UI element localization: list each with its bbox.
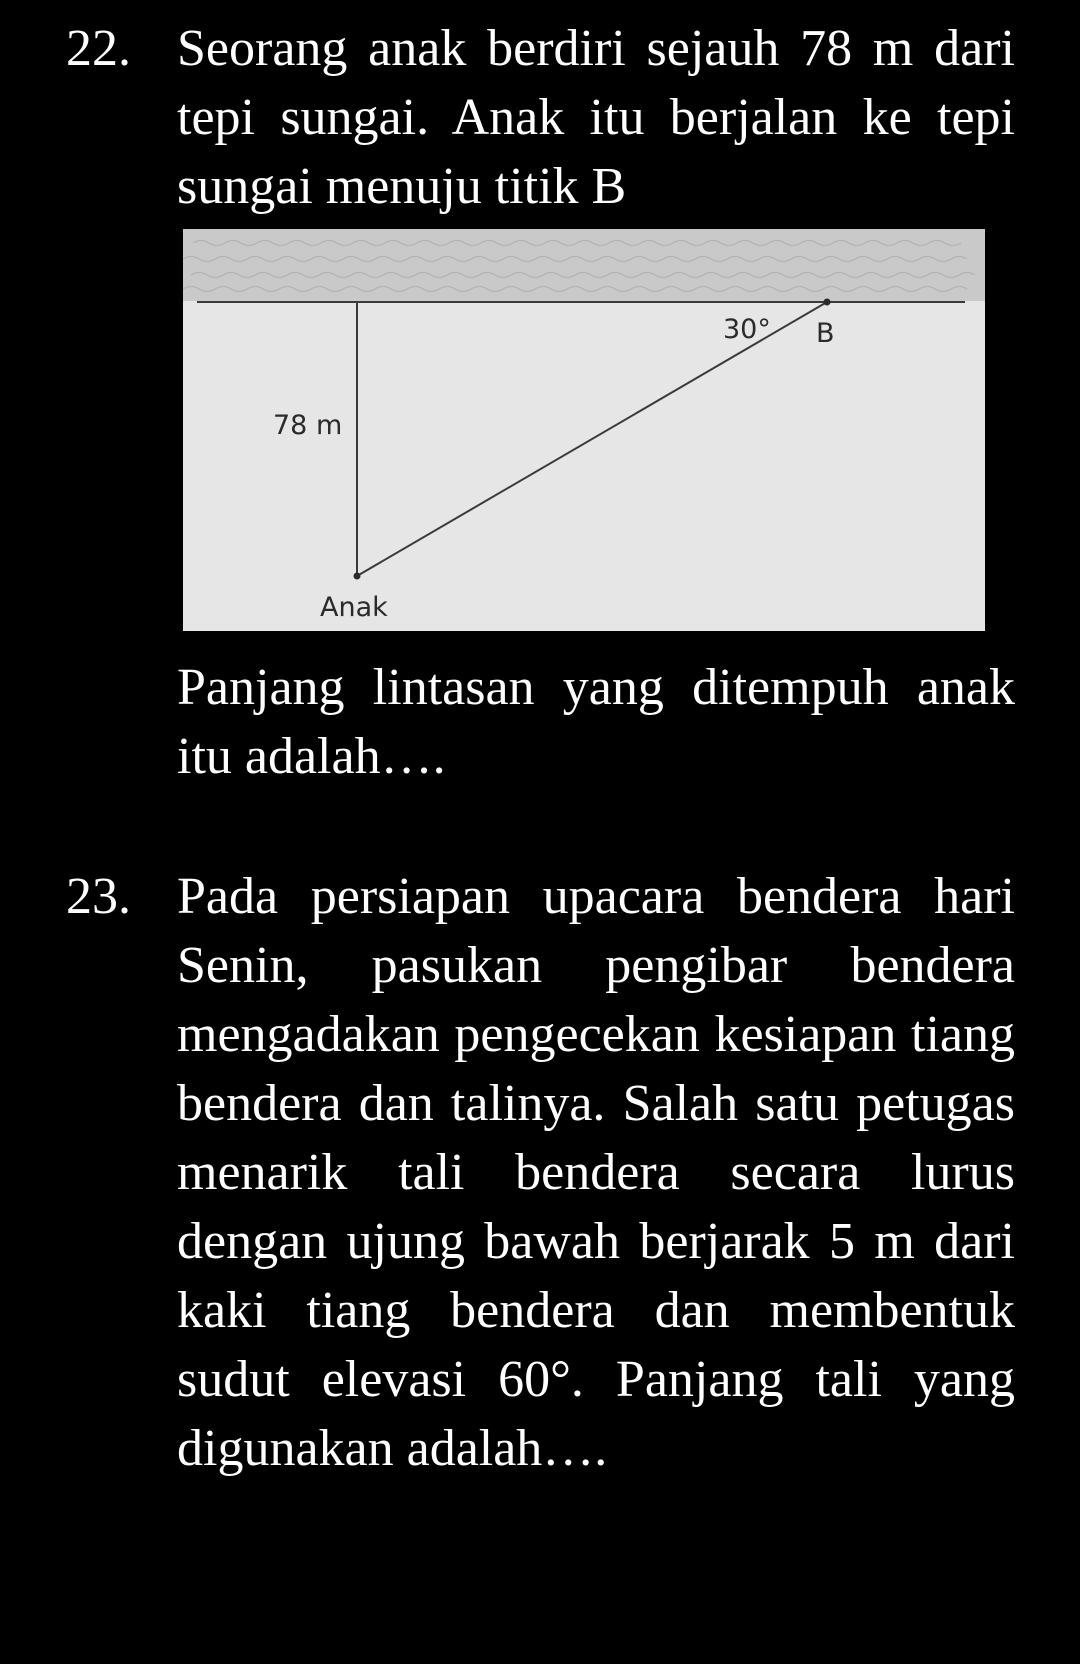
- anak-label: Anak: [320, 592, 388, 623]
- distance-label: 78 m: [273, 410, 343, 441]
- river-diagram-svg: [183, 229, 985, 631]
- question-22-number: 22.: [66, 20, 131, 77]
- river-diagram: [183, 229, 985, 631]
- question-23-text: Pada persiapan upacara bendera hari Senin, pasukan pengibar bendera mengadakan pengecekan kesiapan tiang bendera dan talinya. Salah satu petugas menarik tali bendera secara lurus dengan ujung bawah berjarak 5 m dari kaki tiang bendera dan membentuk sudut elevasi 60°. Panjang tali yang digunakan adalah….: [177, 868, 1015, 1477]
- question-23-number: 23.: [66, 868, 131, 925]
- point-b: [824, 299, 831, 306]
- question-22-text: Seorang anak berdiri sejauh 78 m dari tepi sungai. Anak itu berjalan ke tepi sungai menuju titik B: [177, 20, 1015, 215]
- angle-label: 30°: [723, 314, 771, 345]
- anak-point: [354, 573, 361, 580]
- question-22-prompt: Panjang lintasan yang ditempuh anak itu adalah….: [177, 659, 1015, 785]
- point-b-label: B: [816, 318, 835, 349]
